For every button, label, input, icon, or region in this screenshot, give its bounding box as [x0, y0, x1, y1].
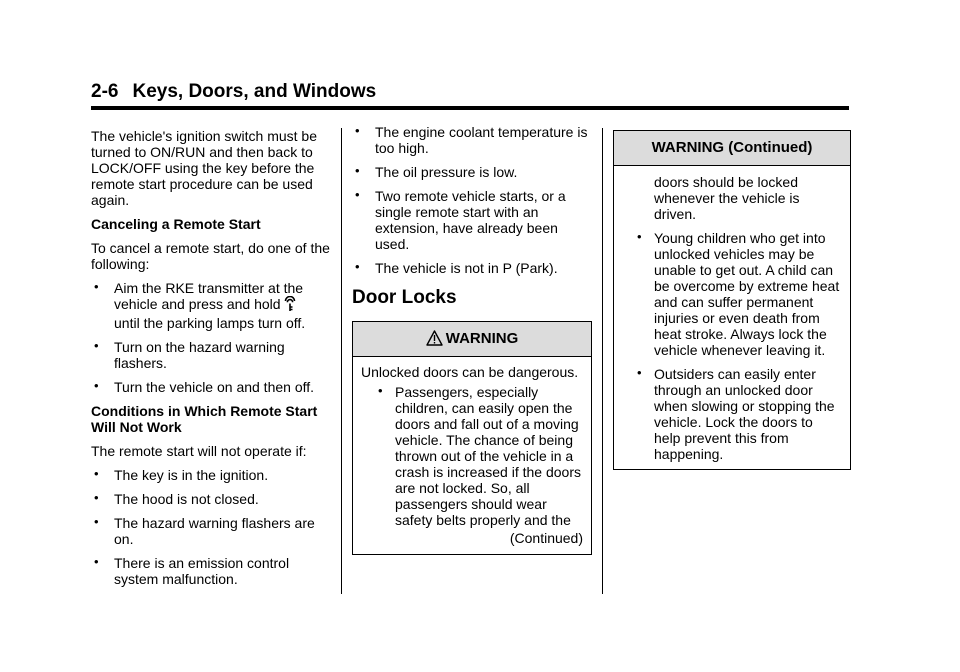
- warning-header: WARNING (Continued): [614, 131, 850, 166]
- canceling-remote-start-heading: Canceling a Remote Start: [91, 216, 261, 232]
- continued-label: (Continued): [509, 530, 583, 546]
- header-rule: [91, 106, 849, 110]
- list-item: • The key is in the ignition.: [91, 467, 331, 483]
- list-item: • The vehicle is not in P (Park).: [352, 260, 592, 276]
- cancel-list: [91, 280, 331, 395]
- warning-title: WARNING: [445, 330, 519, 347]
- warning-triangle-icon: [426, 325, 443, 359]
- list-item: • The engine coolant temperature is too high.: [352, 124, 592, 156]
- warning-box: [352, 321, 592, 555]
- list-item: • Turn the vehicle on and then off.: [91, 379, 331, 395]
- cancel-intro-paragraph: To cancel a remote start, do one of the following:: [91, 240, 330, 272]
- page-title: [91, 80, 849, 104]
- warning-body: [353, 357, 591, 554]
- list-item: [91, 280, 331, 331]
- list-item: • There is an emission control system malfunction.: [91, 555, 331, 587]
- warning-box-continued: [613, 130, 851, 470]
- warning-list: [634, 230, 842, 462]
- list-item: • Young children who get into unlocked vehicles may be unable to get out. A child can be overcome by extreme heat and can suffer permanent injuries or even death from heat stroke. Always lock the vehicle whenever leaving it.: [634, 230, 842, 358]
- column-divider: [602, 128, 603, 594]
- list-item: • Outsiders can easily enter through an unlocked door when slowing or stopping the vehicle. Lock the doors to help prevent this from happening.: [634, 366, 842, 462]
- warning-body: [614, 166, 850, 469]
- section-title: Keys, Doors, and Windows: [132, 81, 377, 102]
- page-number: 2-6: [91, 81, 119, 102]
- column-middle: [352, 124, 592, 555]
- page-header: [91, 80, 849, 104]
- ignition-intro-paragraph: The vehicle's ignition switch must be turned to ON/RUN and then back to LOCK/OFF using the key before the remote start procedure can be used again.: [91, 128, 317, 208]
- warning-header: [353, 322, 591, 357]
- list-item: • Turn on the hazard warning flashers.: [91, 339, 331, 371]
- conditions-list-continued: [352, 124, 592, 276]
- conditions-heading: Conditions in Which Remote Start Will Not Work: [91, 403, 318, 435]
- list-item: • The hazard warning flashers are on.: [91, 515, 331, 547]
- warning-list: [375, 384, 583, 528]
- column-right: [613, 130, 851, 470]
- door-locks-heading: Door Locks: [352, 287, 457, 308]
- list-item: • Two remote vehicle starts, or a single remote start with an extension, have already been used.: [352, 188, 592, 252]
- remote-start-icon: [284, 296, 296, 315]
- list-item-text: Aim the RKE transmitter at the vehicle and press and hold: [114, 280, 304, 312]
- column-left: [91, 128, 331, 595]
- list-item-text: until the parking lamps turn off.: [114, 315, 306, 331]
- conditions-intro-paragraph: The remote start will not operate if:: [91, 443, 307, 459]
- column-divider: [341, 128, 342, 594]
- list-item: • The hood is not closed.: [91, 491, 331, 507]
- list-item: • The oil pressure is low.: [352, 164, 592, 180]
- conditions-list: [91, 467, 331, 587]
- warning-continuation-text: doors should be locked whenever the vehicle is driven.: [654, 174, 800, 222]
- list-item: • Passengers, especially children, can easily open the doors and fall out of a moving vehicle. The chance of being thrown out of the vehicle in a crash is increased if the doors are not locked. So, all passengers should wear safety belts properly and the: [375, 384, 583, 528]
- warning-intro: Unlocked doors can be dangerous.: [361, 364, 579, 380]
